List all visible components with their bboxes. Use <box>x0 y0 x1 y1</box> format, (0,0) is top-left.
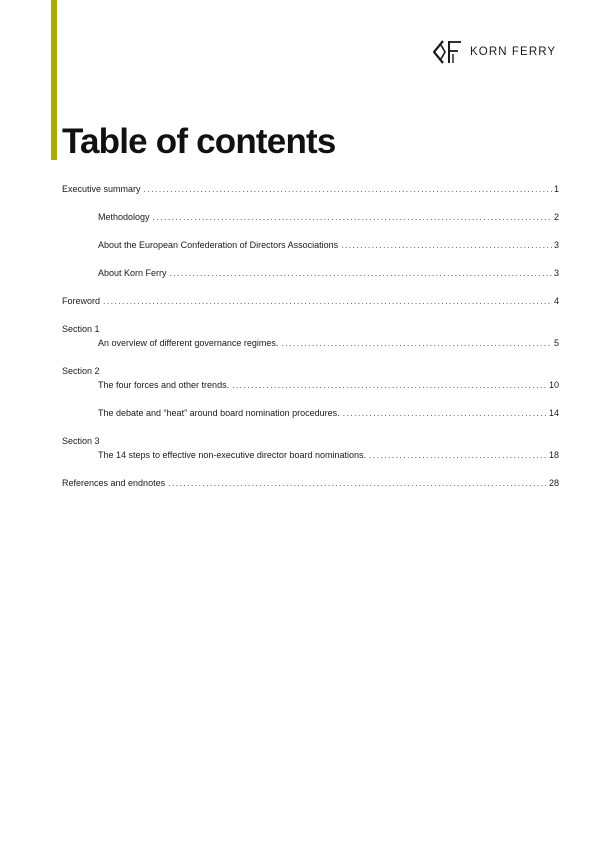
toc-entry-page: 4 <box>553 296 559 306</box>
toc-entry-about-ecoda[interactable] <box>98 239 559 251</box>
dot-leader <box>281 337 552 349</box>
toc-entry-about-korn-ferry[interactable] <box>98 267 559 279</box>
toc-entry-page: 14 <box>548 408 559 418</box>
toc-entry-label: About the European Confederation of Directors Associations <box>98 240 339 250</box>
dot-leader <box>341 239 552 251</box>
dot-leader <box>103 295 552 307</box>
section-heading-2: Section 2 <box>62 366 100 376</box>
dot-leader <box>168 477 547 489</box>
toc-entry-page: 3 <box>553 268 559 278</box>
toc-entry-four-forces[interactable] <box>98 379 559 391</box>
korn-ferry-logo <box>433 40 556 64</box>
toc-entry-label: The 14 steps to effective non-executive director board nominations. <box>98 450 366 460</box>
toc-entry-references[interactable] <box>62 477 559 489</box>
dot-leader <box>144 183 552 195</box>
toc-entry-page: 18 <box>548 450 559 460</box>
dot-leader <box>170 267 552 279</box>
page-title: Table of contents <box>62 122 336 161</box>
dot-leader <box>369 449 547 461</box>
toc-entry-executive-summary[interactable] <box>62 183 559 195</box>
toc-entry-debate-heat[interactable] <box>98 407 559 419</box>
brand-name: KORN FERRY <box>470 46 557 58</box>
toc-entry-governance-regimes[interactable] <box>98 337 559 349</box>
toc-entry-page: 10 <box>548 380 559 390</box>
dot-leader <box>153 211 552 223</box>
dot-leader <box>232 379 547 391</box>
toc-entry-14-steps[interactable] <box>98 449 559 461</box>
korn-ferry-logo-icon <box>433 40 463 64</box>
toc-entry-label: Executive summary <box>62 184 141 194</box>
section-heading-1: Section 1 <box>62 324 100 334</box>
toc-entry-page: 28 <box>548 478 559 488</box>
toc-entry-label: An overview of different governance regimes. <box>98 338 279 348</box>
toc-entry-methodology[interactable] <box>98 211 559 223</box>
toc-entry-label: Foreword <box>62 296 101 306</box>
toc-entry-label: The debate and “heat” around board nomination procedures. <box>98 408 340 418</box>
toc-entry-label: About Korn Ferry <box>98 268 167 278</box>
toc-entry-foreword[interactable] <box>62 295 559 307</box>
toc-entry-label: References and endnotes <box>62 478 166 488</box>
toc-entry-label: Methodology <box>98 212 150 222</box>
toc-entry-label: The four forces and other trends. <box>98 380 230 390</box>
toc-entry-page: 5 <box>553 338 559 348</box>
dot-leader <box>343 407 547 419</box>
toc-entry-page: 2 <box>553 212 559 222</box>
section-heading-3: Section 3 <box>62 436 100 446</box>
toc-entry-page: 1 <box>553 184 559 194</box>
toc-entry-page: 3 <box>553 240 559 250</box>
accent-bar <box>51 0 57 160</box>
